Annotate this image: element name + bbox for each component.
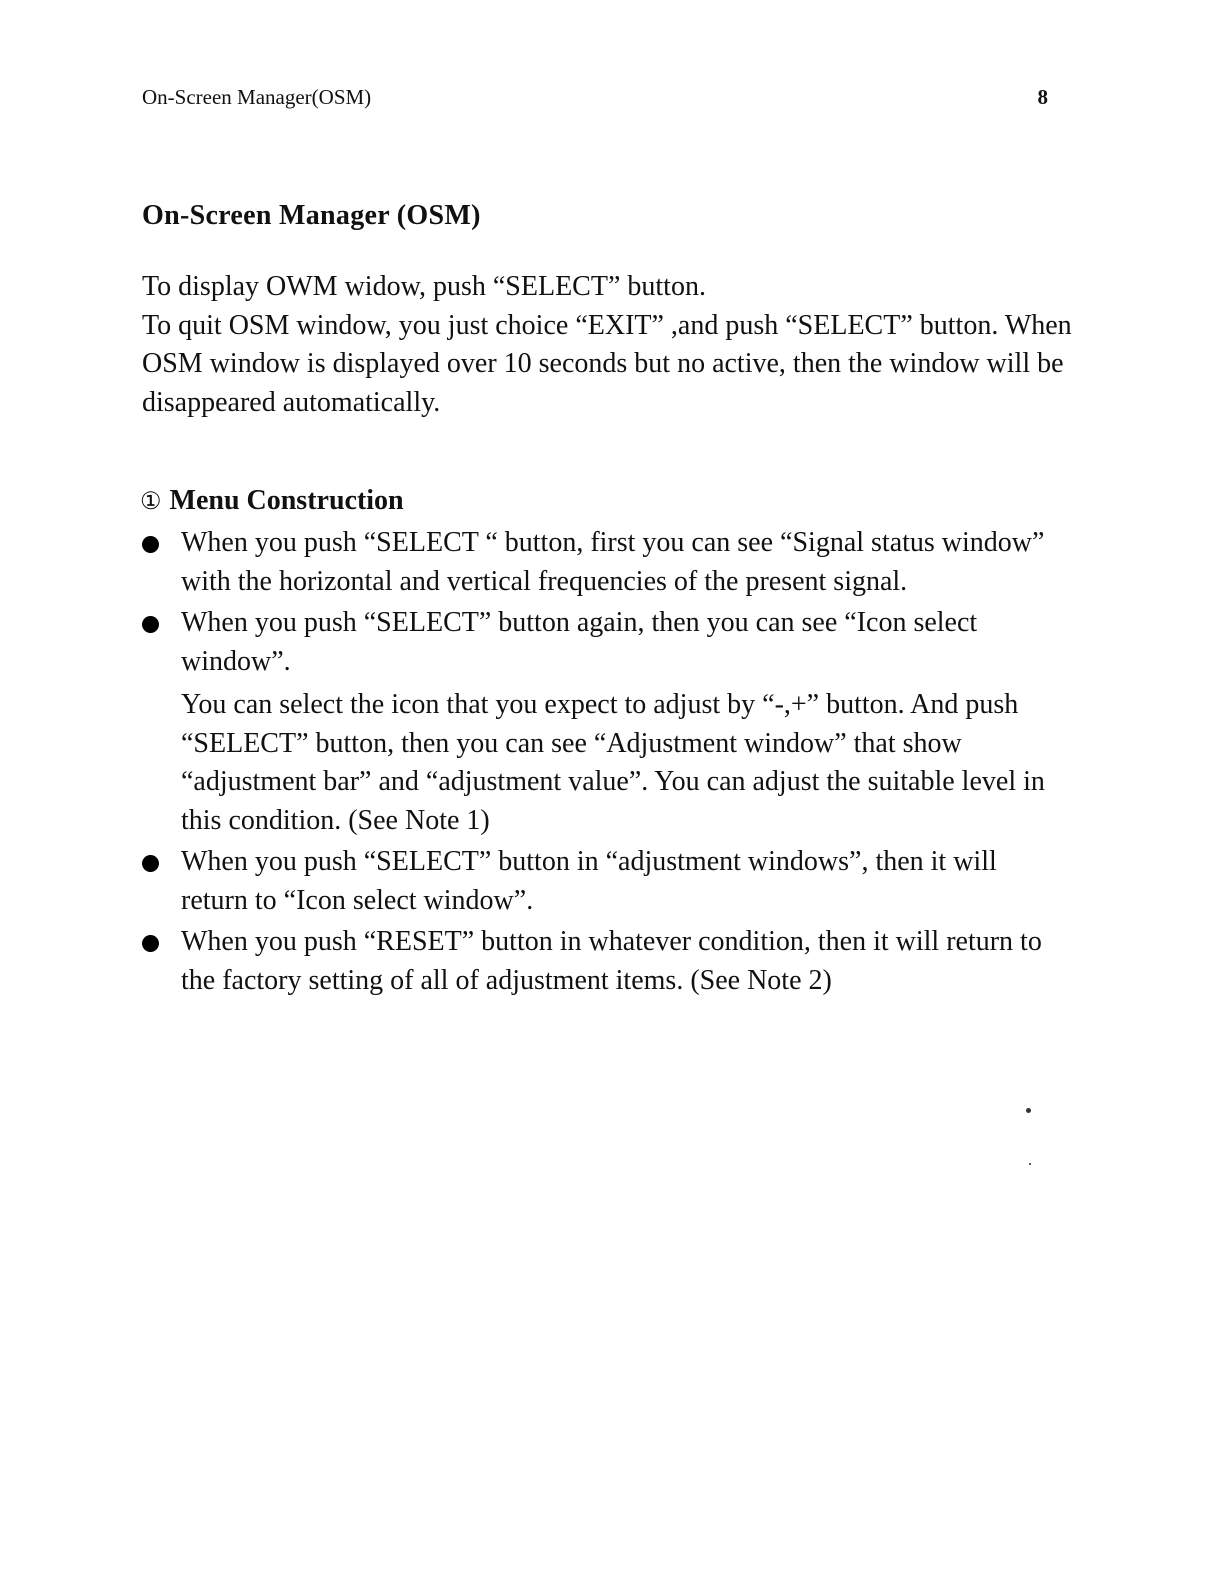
list-item-text: When you push “RESET” button in whatever condition, then it will return to the factory setting of all of adjustment items. (See Note 2) — [181, 926, 1042, 996]
list-item-text: When you push “SELECT” button in “adjustment windows”, then it will return to “Icon select window”. — [181, 846, 997, 916]
subsection-title: Menu Construction — [169, 485, 404, 516]
list-item-text: When you push “SELECT “ button, first you can see “Signal status window” with the horizontal and vertical frequencies of the present signal. — [181, 527, 1045, 597]
subsection-heading — [140, 482, 404, 521]
intro-line-display: To display OWM widow, push “SELECT” button. — [142, 271, 706, 302]
bullet-dot-icon — [142, 616, 159, 633]
list-item-extra-text: You can select the icon that you expect to adjust by “-,+” button. And push “SELECT” button, then you can see “Adjustment window” that show “adjustment bar” and “adjustment value”. You can adjust the suitable level in this condition. (See Note 1) — [181, 689, 1045, 836]
list-item — [140, 923, 1070, 1000]
bullet-dot-icon — [142, 935, 159, 952]
scan-speck — [1026, 1108, 1031, 1113]
running-title: On-Screen Manager(OSM) — [142, 85, 372, 109]
page-number: 8 — [1037, 85, 1048, 109]
list-item — [140, 604, 1070, 840]
intro-line-quit: To quit OSM window, you just choice “EXIT” ,and push “SELECT” button. When OSM window is displayed over 10 seconds but no active, then the window will be disappeared automatically. — [142, 309, 1072, 418]
section-title: On-Screen Manager (OSM) — [142, 200, 481, 231]
list-item — [140, 524, 1070, 601]
scan-speck — [1029, 1163, 1031, 1165]
bullet-dot-icon — [142, 855, 159, 872]
list-item — [140, 843, 1070, 920]
circled-number-marker: ① — [140, 489, 162, 515]
intro-paragraphs — [142, 268, 1072, 422]
list-item-text: When you push “SELECT” button again, then you can see “Icon select window”. — [181, 607, 978, 677]
bullet-dot-icon — [142, 536, 159, 553]
menu-construction-list — [140, 524, 1070, 1003]
